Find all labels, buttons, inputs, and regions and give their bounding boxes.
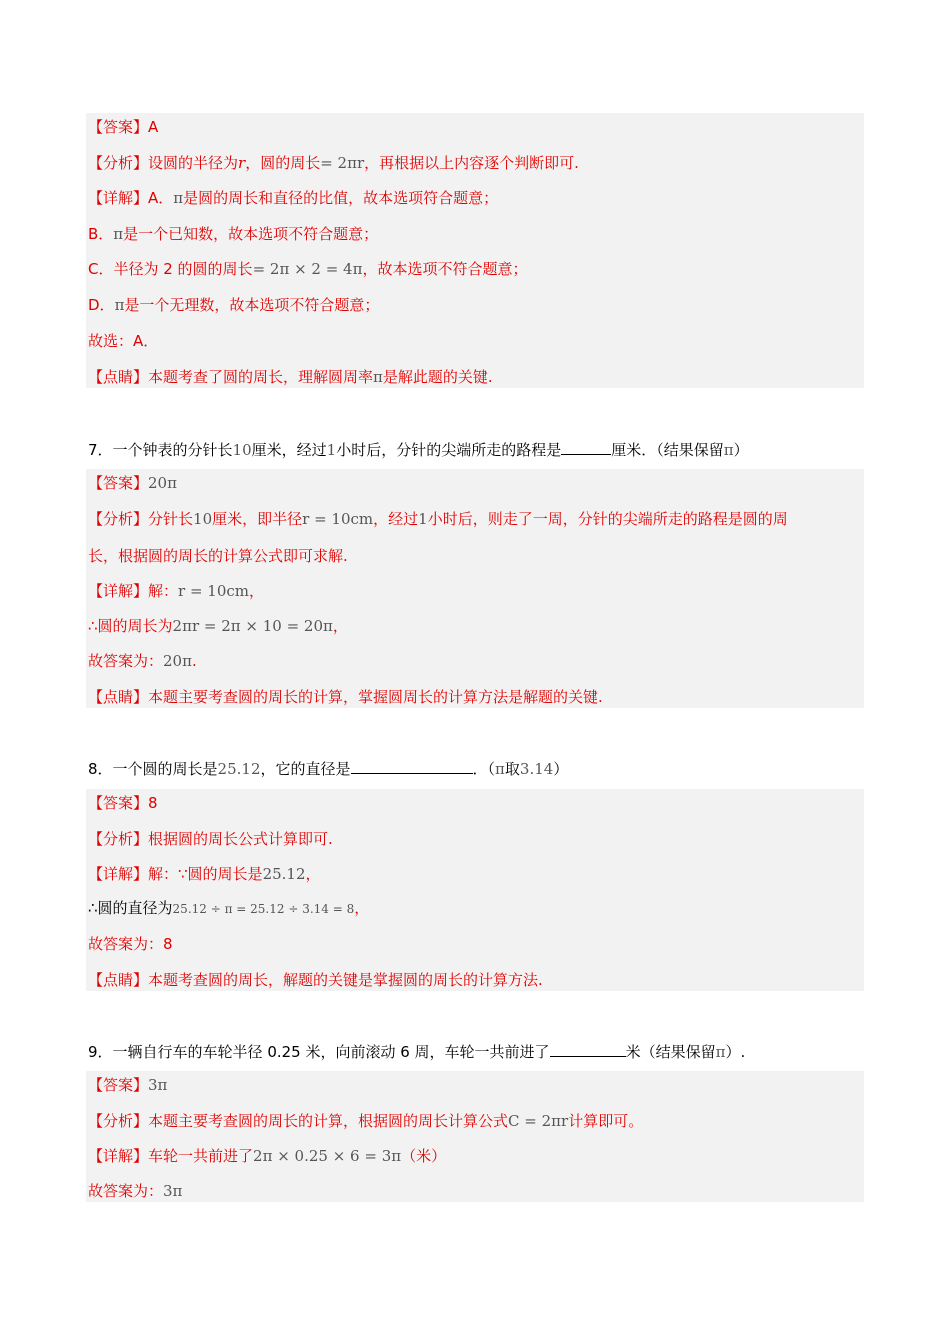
therefore-line: ∴圆的周长为2πr = 2π × 10 = 20π， — [88, 617, 348, 635]
detail-line: 【详解】A．π是圆的周长和直径的比值，故本选项符合题意； — [88, 189, 499, 207]
therefore-line: ∴圆的直径为25.12 ÷ π = 25.12 ÷ 3.14 = 8， — [88, 899, 370, 917]
option-c-line: C．半径为 2 的圆的周长= 2π × 2 = 4π，故本选项不符合题意； — [88, 260, 528, 278]
analysis-line-2: 长，根据圆的周长的计算公式即可求解. — [88, 547, 348, 565]
final-line: 故答案为：8 — [88, 935, 173, 953]
question-9: 9．一辆自行车的车轮半径 0.25 米，向前滚动 6 周，车轮一共前进了 米（结果保留π）. — [88, 1040, 745, 1062]
analysis-line: 【分析】设圆的半径为r，圆的周长= 2πr，再根据以上内容逐个判断即可. — [88, 154, 579, 172]
option-b-line: B．π是一个已知数，故本选项不符合题意； — [88, 225, 379, 243]
choose-line: 故选：A． — [88, 332, 159, 350]
detail-line: 【详解】解：∵圆的周长是25.12， — [88, 865, 321, 883]
answer-block-q8 — [86, 789, 864, 991]
detail-line: 【详解】车轮一共前进了2π × 0.25 × 6 = 3π（米） — [88, 1147, 447, 1165]
answer-blank — [561, 438, 611, 455]
comment-line: 【点睛】本题考查了圆的周长，理解圆周率π是解此题的关键. — [88, 368, 493, 386]
answer-line: 【答案】8 — [88, 794, 158, 812]
final-line: 故答案为：20π. — [88, 652, 197, 670]
analysis-line: 【分析】分针长10厘米，即半径r = 10cm，经过1小时后，则走了一周，分针的尖端所走的路程是圆的周 — [88, 510, 788, 528]
final-line: 故答案为：3π — [88, 1182, 183, 1200]
answer-line: 【答案】20π — [88, 474, 177, 492]
question-7: 7．一个钟表的分针长10厘米，经过1小时后，分针的尖端所走的路程是 厘米．（结果保留π） — [88, 438, 749, 460]
detail-line: 【详解】解：r = 10cm， — [88, 582, 265, 600]
answer-blank — [351, 757, 473, 774]
answer-line: 【答案】A — [88, 118, 159, 136]
analysis-line: 【分析】根据圆的周长公式计算即可. — [88, 830, 333, 848]
question-8: 8．一个圆的周长是25.12，它的直径是 ．（π取3.14） — [88, 757, 568, 779]
answer-line: 【答案】3π — [88, 1076, 168, 1094]
option-d-line: D．π是一个无理数，故本选项不符合题意； — [88, 296, 380, 314]
answer-blank — [550, 1040, 626, 1057]
comment-line: 【点睛】本题主要考查圆的周长的计算，掌握圆周长的计算方法是解题的关键. — [88, 688, 603, 706]
analysis-line: 【分析】本题主要考查圆的周长的计算，根据圆的周长计算公式C = 2πr计算即可。 — [88, 1112, 644, 1130]
comment-line: 【点睛】本题考查圆的周长，解题的关键是掌握圆的周长的计算方法. — [88, 971, 543, 989]
answer-block-q9 — [86, 1071, 864, 1202]
